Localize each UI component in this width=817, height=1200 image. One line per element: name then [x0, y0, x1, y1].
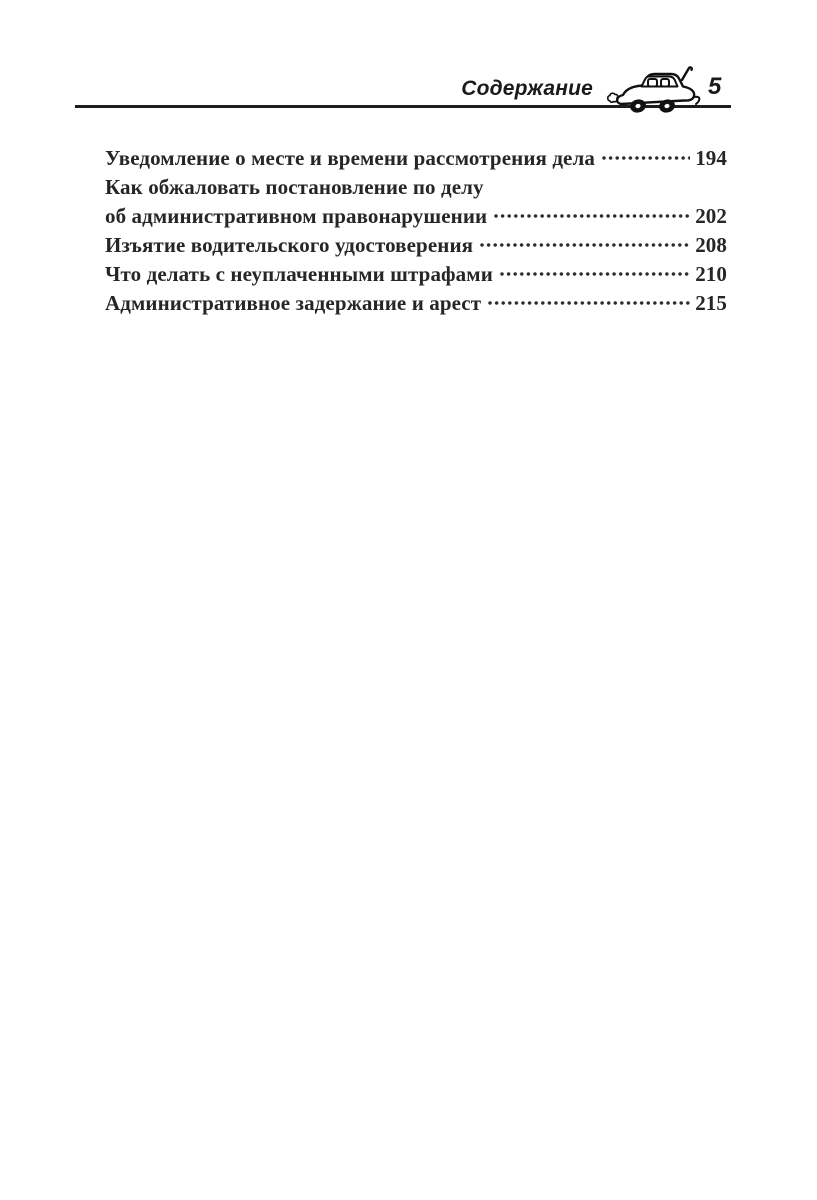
toc-entry-line: [105, 173, 727, 202]
toc-entry-title: Что делать с неуплаченными штрафами: [105, 262, 493, 286]
toc-page-number: 215: [695, 291, 727, 315]
toc-entry-title: Административное задержание и арест: [105, 291, 482, 315]
toc-list: [105, 144, 727, 318]
toc-page-number: 202: [695, 204, 727, 228]
toc-entry-line: [105, 202, 727, 231]
running-header-title: Содержание: [461, 77, 593, 100]
toc-entry-line: [105, 289, 727, 318]
toc-page-number: 194: [695, 146, 727, 170]
toc-entry-line: [105, 144, 727, 173]
toc-page-number: 208: [695, 233, 727, 257]
toc-page-number: 210: [695, 262, 727, 286]
toc-entry-line: [105, 260, 727, 289]
car-doodle-icon: [604, 64, 716, 116]
page-number: 5: [708, 73, 722, 100]
toc-entry-line: [105, 231, 727, 260]
toc-entry-title: Уведомление о месте и времени рассмотрения дела: [105, 146, 595, 170]
toc-entry-title: Как обжаловать постановление по делу: [105, 175, 484, 199]
toc-entry-title: Изъятие водительского удостоверения: [105, 233, 474, 257]
toc-entry-title: об административном правонарушении: [105, 204, 488, 228]
